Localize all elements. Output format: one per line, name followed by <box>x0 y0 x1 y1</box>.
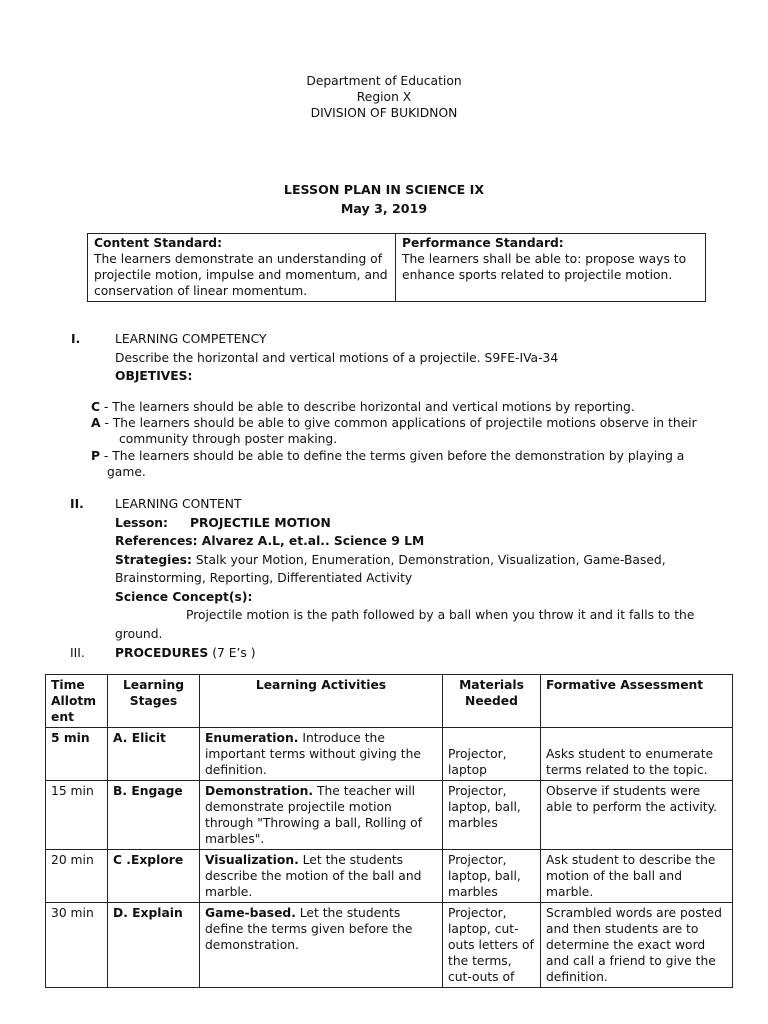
content-standard-cell <box>88 234 396 302</box>
science-concept-text: Projectile motion is the path followed by a ball when you throw it and it falls to the <box>186 608 695 622</box>
objective-text-cont: game. <box>107 465 146 479</box>
procedures-table <box>45 674 733 988</box>
science-concept-label: Science Concept(s): <box>115 590 253 604</box>
time-cell: 5 min <box>46 728 108 781</box>
procedures-suffix: (7 E’s ) <box>208 646 256 660</box>
activity-title: Demonstration. <box>205 784 314 798</box>
strategies-text: Stalk your Motion, Enumeration, Demonstration, Visualization, Game-Based, <box>191 553 666 567</box>
lesson-line <box>115 515 331 531</box>
table-row <box>46 781 733 850</box>
time-cell: 20 min <box>46 850 108 903</box>
col-assessment-header: Formative Assessment <box>541 675 733 728</box>
activity-text: Let the students describe the motion of the ball and marble. <box>205 853 422 899</box>
activity-title: Visualization. <box>205 853 299 867</box>
content-standard-text: The learners demonstrate an understanding of projectile motion, impulse and momentum, and conservation of linear momentum. <box>94 252 388 298</box>
table-row <box>46 903 733 988</box>
materials-cell: Projector, laptop, ball, marbles <box>443 781 541 850</box>
performance-standard-text: The learners shall be able to: propose ways to enhance sports related to projectile motion. <box>402 252 687 282</box>
activity-cell <box>200 728 443 781</box>
section-2-heading: LEARNING CONTENT <box>115 497 242 511</box>
objective-text: - The learners should be able to describe horizontal and vertical motions by reporting. <box>100 400 635 414</box>
materials-cell: Projector, laptop, ball, marbles <box>443 850 541 903</box>
col-stages-header: Learning Stages <box>108 675 200 728</box>
objective-text: - The learners should be able to define the terms given before the demonstration by playing a <box>100 449 685 463</box>
lesson-label: Lesson: <box>115 516 168 530</box>
time-cell: 15 min <box>46 781 108 850</box>
activity-text: Introduce the important terms without giving the definition. <box>205 731 421 777</box>
section-1-heading: LEARNING COMPETENCY <box>115 332 267 346</box>
department-line: Department of Education <box>306 74 462 88</box>
activity-title: Enumeration. <box>205 731 299 745</box>
table-row <box>46 850 733 903</box>
strategies-line-2: Brainstorming, Reporting, Differentiated Activity <box>115 571 413 585</box>
lesson-date: May 3, 2019 <box>340 201 428 216</box>
performance-standard-label: Performance Standard: <box>402 236 564 250</box>
activity-cell <box>200 903 443 988</box>
competency-text: Describe the horizontal and vertical motions of a projectile. S9FE-IVa-34 <box>115 351 559 365</box>
science-concept-text-cont: ground. <box>115 627 163 641</box>
activity-text: Let the students define the terms given before the demonstration. <box>205 906 413 952</box>
section-3-heading <box>115 645 256 661</box>
materials-cell: Projector, laptop <box>443 728 541 781</box>
objective-c <box>91 399 711 415</box>
procedures-label: PROCEDURES <box>115 646 209 660</box>
objective-letter: A <box>91 416 101 430</box>
region-line: Region X <box>356 90 412 105</box>
activity-title: Game-based. <box>205 906 296 920</box>
stage-cell: A. Elicit <box>108 728 200 781</box>
assessment-cell: Asks student to enumerate terms related to the topic. <box>541 728 733 781</box>
activity-text: The teacher will demonstrate projectile motion through "Throwing a ball, Rolling of marbles". <box>205 784 423 846</box>
stage-cell: C .Explore <box>108 850 200 903</box>
strategies-line <box>115 552 666 568</box>
col-materials-header: Materials Needed <box>443 675 541 728</box>
section-3-numeral: III. <box>70 646 85 660</box>
objective-text: - The learners should be able to give common applications of projectile motions observe in their <box>100 416 697 430</box>
objective-letter: P <box>91 449 101 463</box>
stage-cell: D. Explain <box>108 903 200 988</box>
stage-cell: B. Engage <box>108 781 200 850</box>
document-header <box>0 73 768 122</box>
assessment-cell: Scrambled words are posted and then students are to determine the exact word and call a friend to give the definition. <box>541 903 733 988</box>
materials-cell: Projector, laptop, cut-outs letters of the terms, cut-outs of <box>443 903 541 988</box>
activity-cell <box>200 781 443 850</box>
section-2-numeral: II. <box>70 497 84 511</box>
standards-table <box>87 233 706 302</box>
lesson-plan-title: LESSON PLAN IN SCIENCE IX <box>283 182 485 197</box>
col-activities-header: Learning Activities <box>200 675 443 728</box>
lesson-title <box>0 180 768 218</box>
activity-cell <box>200 850 443 903</box>
lesson-value: PROJECTILE MOTION <box>189 516 331 530</box>
objective-text-cont: community through poster making. <box>119 432 338 446</box>
objective-p <box>91 448 711 480</box>
table-header-row <box>46 675 733 728</box>
objective-letter: C <box>91 400 101 414</box>
assessment-cell: Ask student to describe the motion of the ball and marble. <box>541 850 733 903</box>
objectives-label: OBJETIVES: <box>115 369 193 383</box>
time-cell: 30 min <box>46 903 108 988</box>
section-1-numeral: I. <box>71 332 81 346</box>
references-line: References: Alvarez A.L, et.al.. Science 9 LM <box>115 534 425 548</box>
performance-standard-cell <box>396 234 706 302</box>
col-time-header: Time Allotm ent <box>46 675 108 728</box>
table-row <box>46 728 733 781</box>
strategies-label: Strategies: <box>115 553 192 567</box>
assessment-cell: Observe if students were able to perform the activity. <box>541 781 733 850</box>
division-line: DIVISION OF BUKIDNON <box>310 106 458 121</box>
objective-a <box>91 415 711 447</box>
content-standard-label: Content Standard: <box>94 236 223 250</box>
